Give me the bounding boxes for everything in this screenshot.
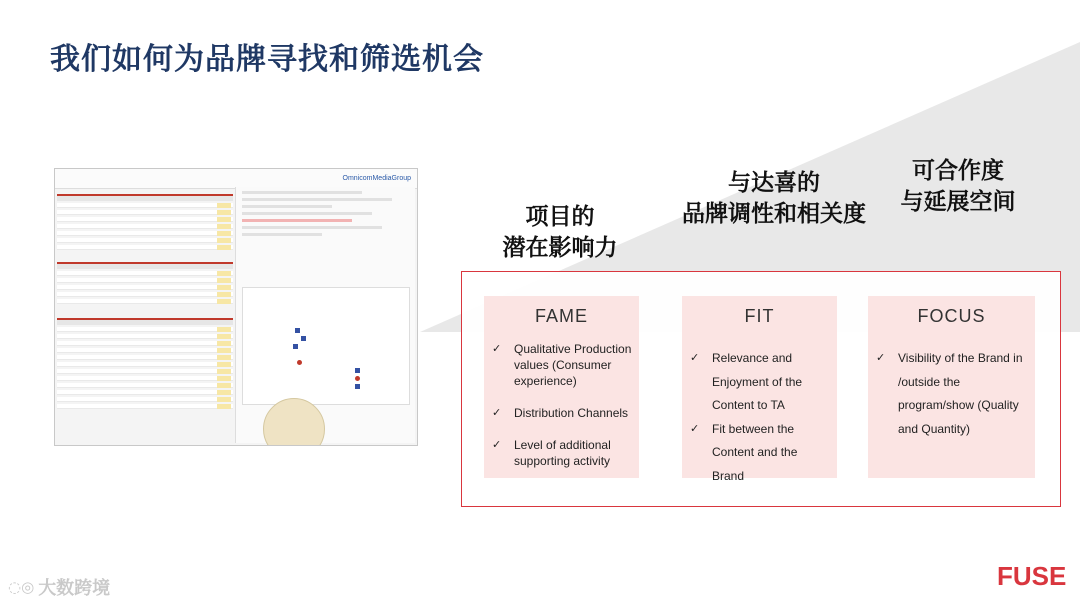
card-fit bbox=[682, 296, 837, 483]
thumbnail-plot bbox=[242, 287, 410, 405]
check-icon: ✓ bbox=[492, 439, 502, 451]
heading-fit-line1: 与达喜的 bbox=[728, 170, 820, 196]
card-focus-title: FOCUS bbox=[917, 306, 986, 326]
watermark-logo bbox=[8, 574, 110, 600]
heading-fame-line1: 项目的 bbox=[525, 204, 595, 230]
list-item: ✓ Relevance and Enjoyment of the Content to TA bbox=[688, 347, 831, 418]
heading-fit bbox=[656, 168, 892, 230]
heading-fit-line2: 品牌调性和相关度 bbox=[682, 201, 866, 227]
heading-focus-line1: 可合作度 bbox=[912, 158, 1004, 184]
thumbnail-brand-text: OmnicomMediaGroup bbox=[342, 175, 411, 182]
thumbnail-topbar bbox=[55, 169, 417, 189]
heading-fame bbox=[480, 202, 640, 264]
list-item: ✓ Distribution Channels bbox=[492, 406, 629, 420]
card-fame bbox=[484, 296, 639, 478]
list-item: ✓ Fit between the Content and the Brand bbox=[688, 418, 831, 489]
list-item: ✓ Level of additional supporting activity bbox=[492, 438, 611, 468]
card-fit-list bbox=[682, 347, 837, 488]
card-fame-title: FAME bbox=[534, 306, 588, 326]
list-item: ✓ Qualitative Production values (Consumer experience) bbox=[492, 342, 632, 388]
list-item: ✓ Visibility of the Brand in /outside the program/show (Quality and Quantity) bbox=[874, 347, 1029, 441]
check-icon: ✓ bbox=[492, 407, 502, 419]
page-title: 我们如何为品牌寻找和筛选机会 bbox=[50, 42, 484, 77]
heading-focus bbox=[878, 156, 1038, 218]
thumbnail-right-panel bbox=[235, 187, 415, 443]
check-icon: ✓ bbox=[876, 352, 886, 364]
check-icon: ✓ bbox=[492, 343, 502, 355]
heading-focus-line2: 与延展空间 bbox=[900, 189, 1016, 215]
thumbnail-left-panel bbox=[57, 191, 233, 443]
check-icon: ✓ bbox=[690, 352, 700, 364]
watermark-text: 大数跨境 bbox=[38, 578, 111, 599]
card-fit-title: FIT bbox=[744, 306, 775, 326]
watermark-icon: ◌◎ bbox=[8, 578, 35, 596]
heading-fame-line2: 潜在影响力 bbox=[502, 235, 618, 261]
card-focus bbox=[868, 296, 1035, 478]
card-fame-list bbox=[484, 341, 639, 469]
card-focus-list bbox=[868, 347, 1035, 441]
check-icon: ✓ bbox=[690, 422, 700, 435]
tool-screenshot-image bbox=[54, 168, 418, 446]
fuse-logo: FUSE bbox=[997, 561, 1067, 591]
